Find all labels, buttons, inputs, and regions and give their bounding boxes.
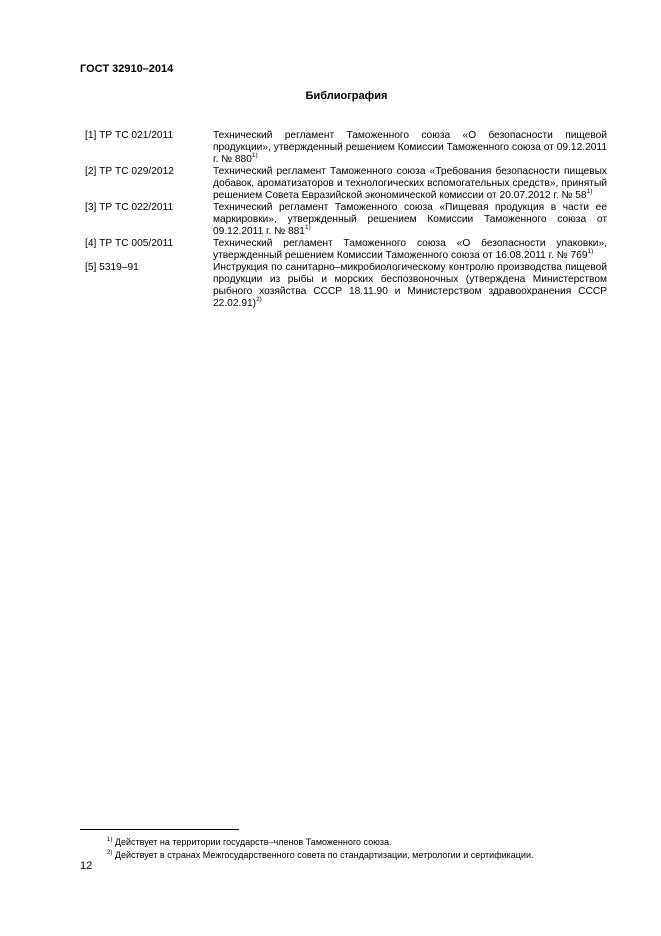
bibliography-text — [213, 166, 607, 202]
bibliography-text-body: Технический регламент Таможенного союза «О безопасности пищевой продукции», утвержденный решением Комиссии Таможенного союза от 09.12.2011 г. № 880 — [213, 130, 607, 165]
bibliography-entry — [85, 130, 607, 166]
bibliography-text — [213, 238, 607, 262]
footnote-ref: 1) — [586, 187, 593, 195]
page-number: 12 — [80, 860, 93, 872]
footnotes — [107, 836, 533, 862]
bibliography-ref: [4] ТР ТС 005/2011 — [85, 238, 174, 249]
standard-code: ГОСТ 32910–2014 — [80, 63, 174, 75]
bibliography-entry — [85, 166, 607, 202]
bibliography-text — [213, 202, 607, 238]
bibliography-text-body: Технический регламент Таможенного союза «О безопасности упаковки», утвержденный решением Комиссии Таможенного союза от 16.08.2011 г. № 769 — [213, 238, 607, 261]
bibliography-list — [85, 130, 607, 310]
footnote-text: Действует на территории государств–членов Таможенного союза. — [114, 837, 392, 847]
footnote-divider — [80, 829, 239, 830]
footnote-ref: 1) — [587, 247, 594, 255]
bibliography-text-body: Технический регламент Таможенного союза «Требования безопасности пищевых добавок, ароматизаторов и технологических вспомогательных средств», принятый решением Совета Евразийской экономической комиссии от 20.07.2012 г. № 58 — [213, 166, 607, 201]
bibliography-ref: [3] ТР ТС 022/2011 — [85, 202, 174, 213]
bibliography-entry — [85, 202, 607, 238]
footnote — [107, 849, 533, 862]
footnote-ref: 1) — [251, 151, 258, 159]
bibliography-ref: [5] 5319–91 — [85, 262, 139, 273]
footnote-ref: 2) — [256, 295, 262, 303]
bibliography-ref: [1] ТР ТС 021/2011 — [85, 130, 174, 141]
section-title: Библиография — [305, 90, 388, 102]
bibliography-text-body: Инструкция по санитарно–микробиологическому контролю производства пищевой продукции из рыбы и морских беспозвоночных (утверждена Министерством рыбного хозяйства СССР 18.11.90 и Министерством здравоохранения СССР 22.02.91) — [213, 262, 607, 309]
footnote — [107, 836, 533, 849]
bibliography-text — [213, 262, 607, 310]
bibliography-entry — [85, 238, 607, 262]
footnote-ref: 1) — [304, 223, 311, 231]
page-title — [0, 90, 661, 102]
bibliography-text — [213, 130, 607, 166]
bibliography-entry — [85, 262, 607, 310]
footnote-mark: 2) — [107, 850, 113, 856]
bibliography-ref: [2] ТР ТС 029/2012 — [85, 166, 174, 177]
footnote-mark: 1) — [107, 837, 113, 843]
bibliography-text-body: Технический регламент Таможенного союза «Пищевая продукция в части ее маркировки», утвержденный решением Комиссии Таможенного союза от 09.12.2011 г. № 881 — [213, 202, 607, 237]
footnote-text: Действует в странах Межгосударственного совета по стандартизации, метрологии и сертификации. — [114, 850, 534, 860]
